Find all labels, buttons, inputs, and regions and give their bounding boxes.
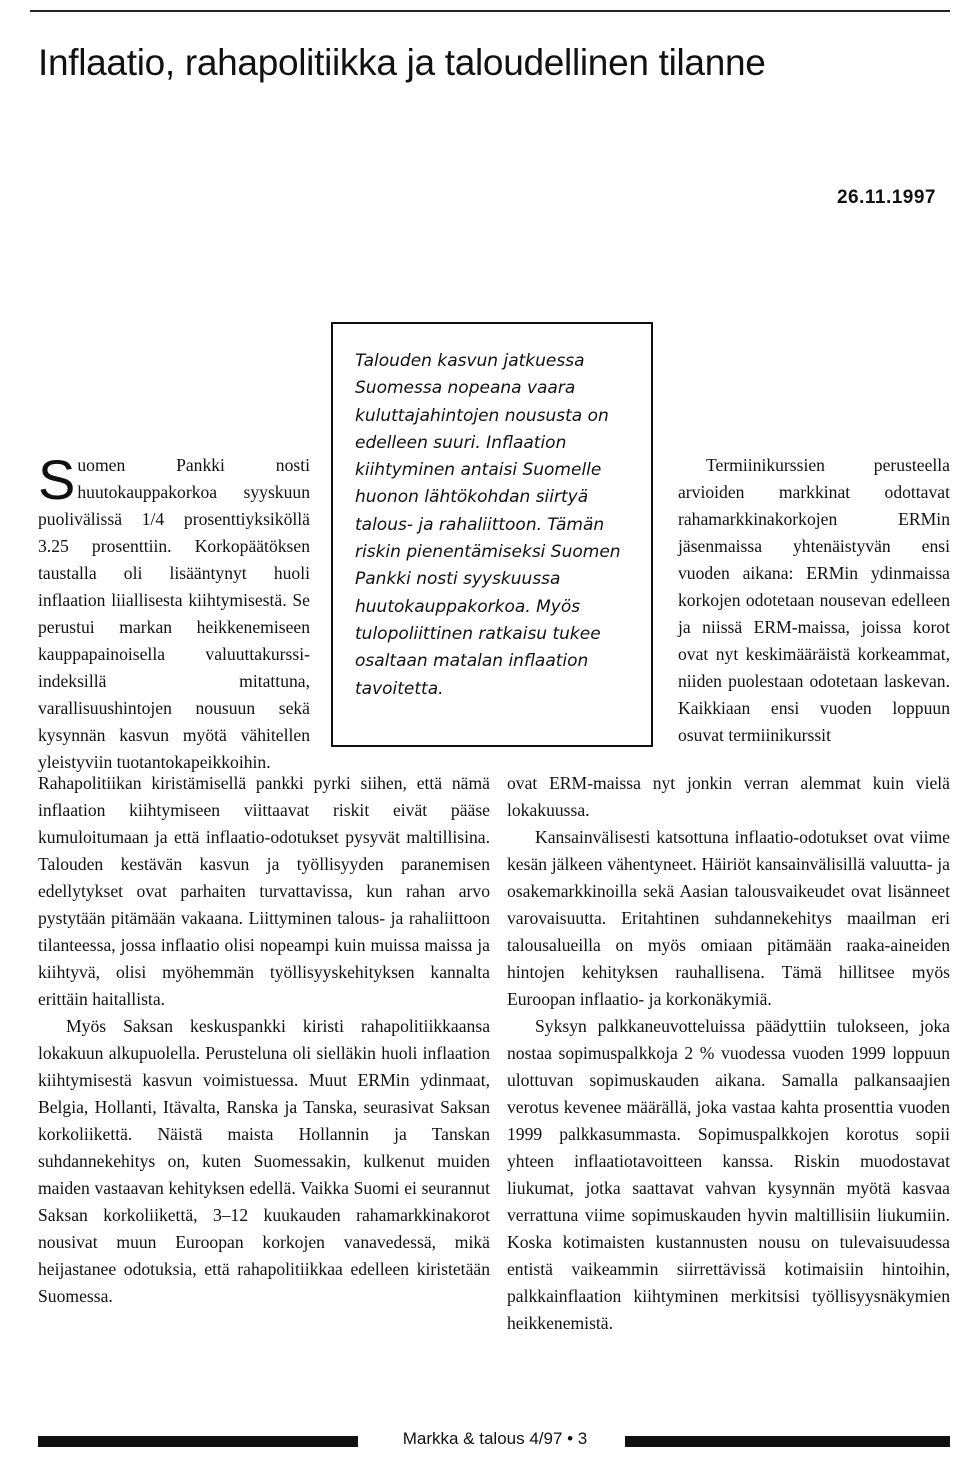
footer-page-number: Markka & talous 4/97 • 3: [402, 1429, 588, 1448]
article-column-left-bottom: [38, 770, 490, 1310]
paragraph-5: Syksyn palkkaneuvotteluissa päädyttiin tulokseen, joka nostaa sopimuspalkkoja 2 % vuodessa vuoden 1999 loppuun ulottuvan sopimuskauden aikana. Samalla palkansaajien verotus kevenee määrällä, joka vastaa kahta prosenttia vuoden 1999 palkkasummasta. Sopimuspalkkojen korotus sopii yhteen inflaatiotavoitteen kanssa. Riskin muodostavat liukumat, jotka saattavat vahvan kysynnän myötä kasvaa verrattuna viime sopimuskauden hyvin maltillisiin liukumiin. Koska kotimaisten kustannusten nousu on tulevaisuudessa entistä vaikeammin siirrettävissä kotimaisiin hintoihin, palkkainflaation kiihtyminen merkitsisi työllisyysnäkymien heikkenemistä.: [507, 1016, 950, 1333]
paragraph-3-start: Termiinikurssien perusteella arvioiden markkinat odottavat rahamarkkinakorkojen ERMin jäsenmaissa yhtenäistyvän ensi vuoden aikana: ERMin ydinmaissa korkojen odotetaan nousevan edelleen ja niissä ERM-maissa, joissa korot ovat nyt keskimääräistä korkeammat, niiden puolestaan odotetaan laskevan. Kaikkiaan ensi vuoden loppuun osuvat termiinikurssit: [678, 455, 950, 745]
article-column-left-top: [38, 448, 310, 776]
page-title: Inflaatio, rahapolitiikka ja taloudellinen tilanne: [38, 42, 766, 83]
footer-bar-left: [38, 1436, 358, 1447]
paragraph-1-continued: Rahapolitiikan kiristämisellä pankki pyrki siihen, että nämä inflaation kiihtymiseen viittaavat riskit eivät pääse kumuloitumaan ja että inflaatio-odotukset pysyvät maltillisina. Talouden kestävän kasvun ja työllisyyden paranemisen edellytykset ovat parhaiten turvattavissa, kun rahan arvo pystytään pitämään vakaana. Liittyminen talous- ja rahaliittoon tilanteessa, jossa inflaatio olisi nopeampi kuin muissa maissa ja kiihtyvä, olisi myöhemmän työllisyyskehityksen kannalta erittäin haitallista.: [38, 773, 490, 1009]
article-column-right-bottom: [507, 770, 950, 1337]
paragraph-4: Kansainvälisesti katsottuna inflaatio-odotukset ovat viime kesän jälkeen vähentyneet. Häiriöt kansainvälisillä valuutta- ja osakemarkkinoilla sekä Aasian talousvaikeudet ovat lisänneet varovaisuutta. Eritahtinen suhdannekehitys maailman eri talousalueilla on myös omiaan pitämään raaka-aineiden hintojen kehityksen rauhallisena. Tämä hillitsee myös Euroopan inflaatio- ja korkonäkymiä.: [507, 827, 950, 1009]
drop-cap: S: [38, 448, 76, 511]
footer-bar-right: [625, 1436, 950, 1447]
article-column-right-top: [678, 452, 950, 749]
paragraph-3-continued: ovat ERM-maissa nyt jonkin verran alemmat kuin vielä lokakuussa.: [507, 773, 950, 820]
paragraph-2: Myös Saksan keskuspankki kiristi rahapolitiikkaansa lokakuun alkupuolella. Perusteluna oli sielläkin huoli inflaation kiihtymisestä kasvun voimistuessa. Muut ERMin ydinmaat, Belgia, Hollanti, Itävalta, Ranska ja Tanska, seurasivat Saksan korkoliikettä. Näistä maista Hollannin ja Tanskan suhdannekehitys on, kuten Suomessakin, kulkenut muiden maiden vastaavan kehityksen edellä. Vaikka Suomi ei seurannut Saksan korkoliikettä, 3–12 kuukauden rahamarkkinakorot nousivat muun Euroopan korkojen vanavedessä, mikä heijastanee odotuksia, että rahapolitiikkaa edelleen kiristetään Suomessa.: [38, 1016, 490, 1306]
top-rule: [30, 10, 950, 12]
paragraph-1-text: uomen Pankki nosti huutokauppakorkoa syyskuun puolivälissä 1/4 prosenttiyksiköllä 3.25 prosenttiin. Korkopäätöksen taustalla oli lisääntynyt huoli inflaation liiallisesta kiihtymisestä. Se perustui markan heikkenemiseen kauppapainoisella valuuttakurssi-indeksillä mitattuna, varallisuushintojen nousuun sekä kysynnän kasvun myötä vähitellen yleistyviin tuotantokapeikkoihin.: [38, 455, 310, 772]
pull-quote-text: Talouden kasvun jatkuessa Suomessa nopeana vaara kuluttajahintojen noususta on edelleen suuri. Inflaation kiihtyminen antaisi Suomelle huonon lähtökohdan siirtyä talous- ja rahaliittoon. Tämän riskin pienentämiseksi Suomen Pankki nosti syyskuussa huutokauppakorkoa. Myös tulopoliittinen ratkaisu tukee osaltaan matalan inflaation tavoitetta.: [355, 351, 621, 699]
pull-quote-box: [331, 322, 653, 747]
publication-date: 26.11.1997: [836, 187, 936, 208]
paragraph-1-start: [38, 448, 310, 776]
